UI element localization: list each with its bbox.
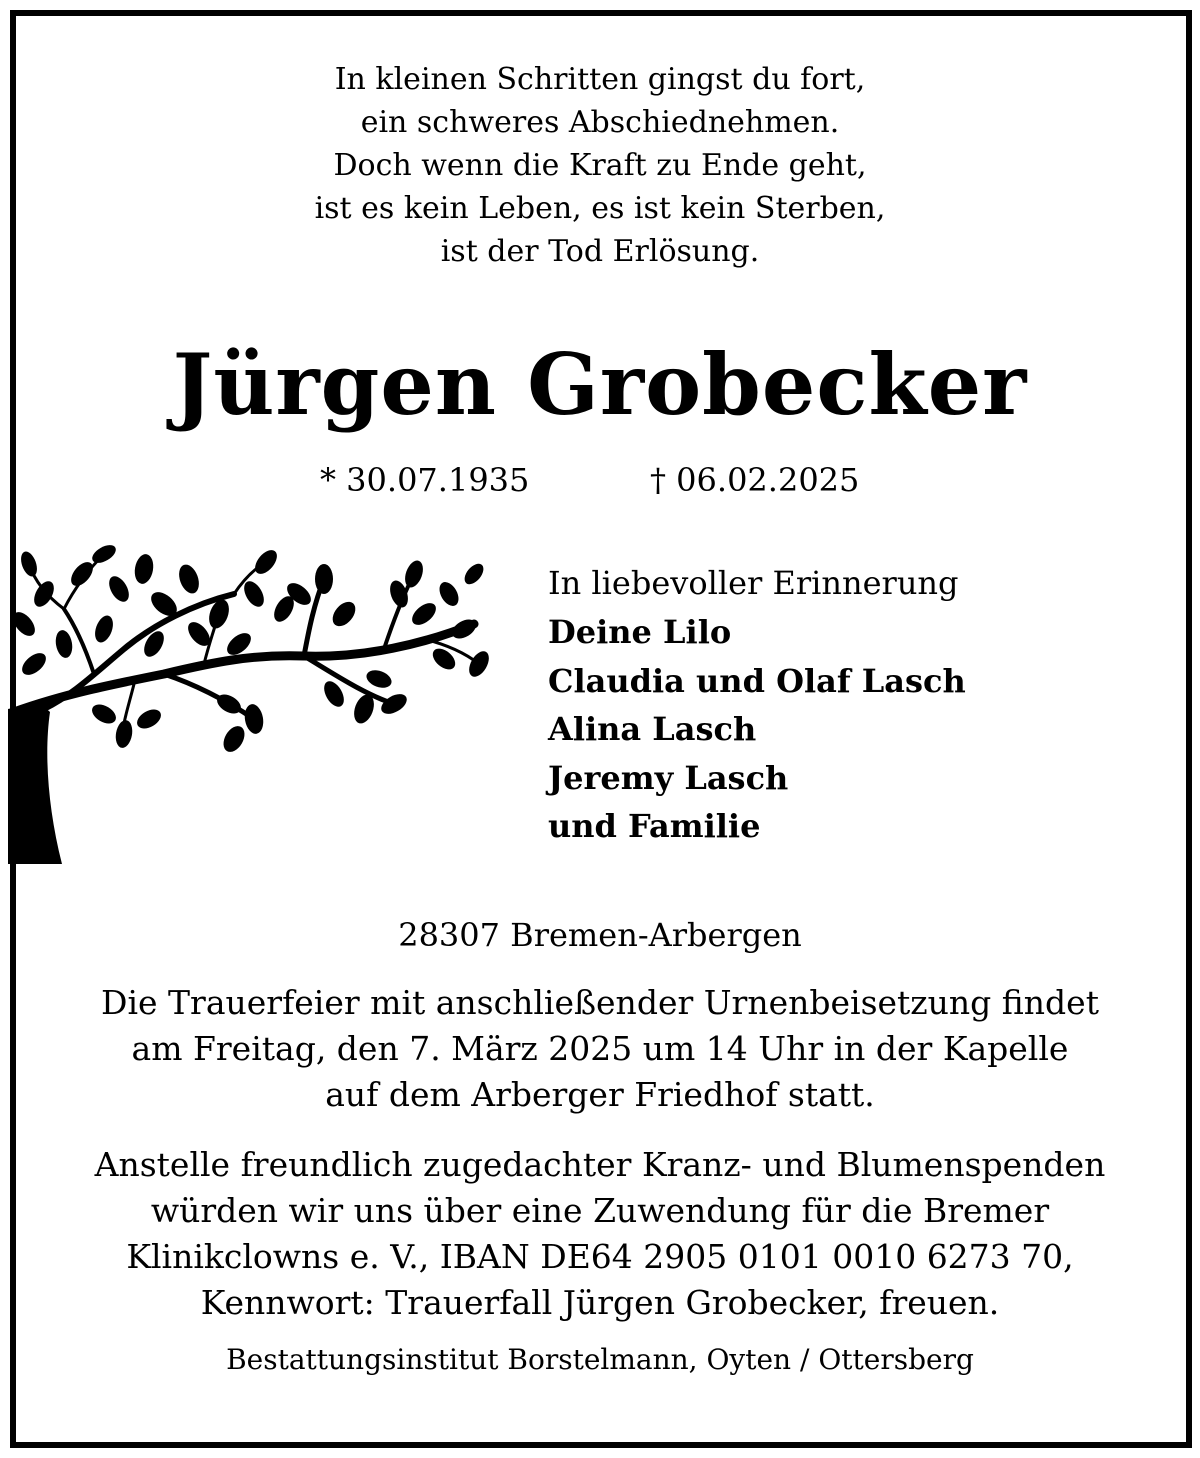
address: 28307 Bremen-Arbergen (398, 916, 802, 954)
poem-line: Doch wenn die Kraft zu Ende geht, (333, 148, 867, 183)
poem-line: ist der Tod Erlösung. (440, 234, 760, 269)
undertaker: Bestattungsinstitut Borstelmann, Oyten / Ottersberg (226, 1343, 974, 1376)
donation-line: Klinikclowns e. V., IBAN DE64 2905 0101 0010 6273 70, (126, 1237, 1074, 1276)
death-date: † 06.02.2025 (650, 461, 860, 499)
poem-line: ist es kein Leben, es ist kein Sterben, (314, 191, 886, 226)
poem-line: ein schweres Abschiednehmen. (360, 105, 840, 140)
deceased-name: Jürgen Grobecker (172, 335, 1028, 434)
ceremony-line: Die Trauerfeier mit anschließender Urnenbeisetzung findet (101, 983, 1099, 1022)
donation-line: Kennwort: Trauerfall Jürgen Grobecker, freuen. (200, 1283, 1000, 1322)
birth-date: * 30.07.1935 (320, 461, 530, 499)
tree-branch-icon (4, 534, 494, 864)
ceremony-line: auf dem Arberger Friedhof statt. (325, 1075, 875, 1114)
donation-line: Anstelle freundlich zugedachter Kranz- und Blumenspenden (94, 1145, 1106, 1184)
mourner-name: Jeremy Lasch (548, 758, 789, 797)
mourner-name: und Familie (548, 807, 761, 845)
mourner-name: Deine Lilo (548, 613, 732, 651)
donation-notice (0, 1142, 1200, 1326)
donation-line: würden wir uns über eine Zuwendung für die Bremer (150, 1191, 1050, 1230)
mourners-block (548, 558, 1148, 851)
poem-line: In kleinen Schritten gingst du fort, (334, 62, 866, 97)
ceremony-line: am Freitag, den 7. März 2025 um 14 Uhr in der Kapelle (131, 1029, 1069, 1068)
mourners-intro: In liebevoller Erinnerung (548, 564, 959, 602)
poem (0, 58, 1200, 273)
ceremony-notice (0, 980, 1200, 1118)
mourner-name: Claudia und Olaf Lasch (548, 661, 966, 700)
mourner-name: Alina Lasch (548, 710, 757, 748)
